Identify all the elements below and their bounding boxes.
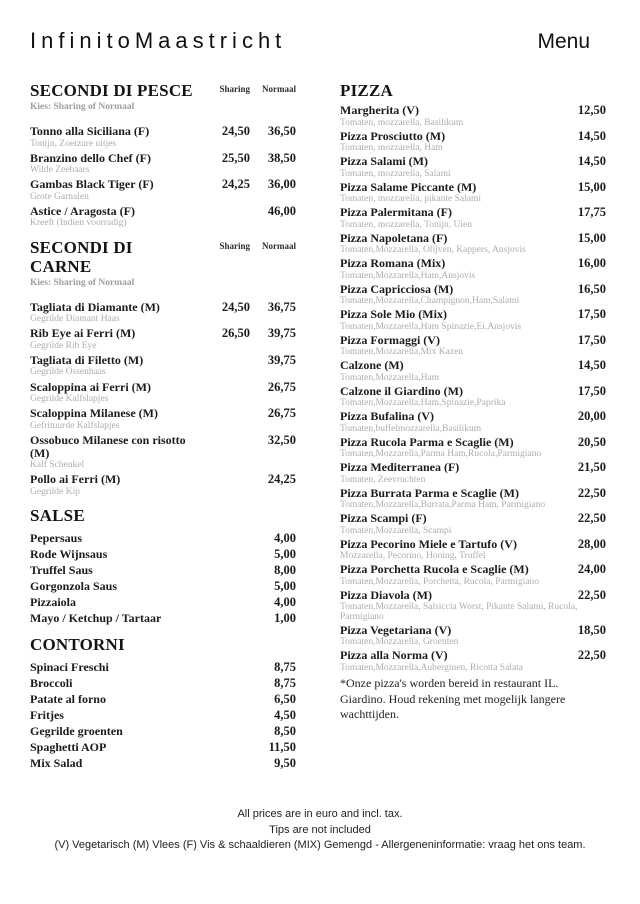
item-price: 8,50 xyxy=(274,724,296,739)
item-name: Pizza Palermitana (F) xyxy=(340,205,452,219)
menu-item-row xyxy=(30,178,296,202)
item-description: Tomaten,Mozzarella, Scampi xyxy=(340,525,452,536)
item-name: Astice / Aragosta (F) xyxy=(30,203,135,218)
menu-item-main xyxy=(340,538,606,551)
item-price: 24,00 xyxy=(577,562,606,576)
item-name: Pizza Formaggi (V) xyxy=(340,332,440,347)
menu-item-main xyxy=(340,487,606,500)
item-price-sharing: 25,50 xyxy=(221,150,250,165)
item-price-normaal: 36,75 xyxy=(267,299,296,314)
menu-item-row xyxy=(340,104,606,128)
menu-item-row xyxy=(30,381,296,405)
item-price-sharing xyxy=(198,473,250,497)
menu-item-main xyxy=(30,125,198,149)
item-price: 16,50 xyxy=(577,281,606,296)
menu-item-row xyxy=(340,538,606,562)
item-name: Pizza alla Norma (V) xyxy=(340,648,448,662)
item-price-sharing xyxy=(198,205,250,229)
left-column xyxy=(30,81,296,780)
item-name: Tonno alla Siciliana (F) xyxy=(30,124,150,138)
menu-item-row xyxy=(340,589,606,623)
menu-item-main xyxy=(340,232,606,245)
menu-item-main xyxy=(340,155,606,168)
item-price: 6,50 xyxy=(274,692,296,707)
footer-line-prices: All prices are in euro and incl. tax. xyxy=(237,808,403,820)
menu-item-row xyxy=(30,739,296,755)
menu-item-row xyxy=(30,434,296,471)
item-price-normaal: 39,75 xyxy=(267,352,296,367)
item-price: 20,50 xyxy=(577,434,606,449)
section-head xyxy=(30,506,296,530)
item-price-sharing xyxy=(198,354,250,378)
item-price: 8,75 xyxy=(274,676,296,691)
menu-item-row xyxy=(30,354,296,378)
item-price: 1,00 xyxy=(274,611,296,626)
pizza-items xyxy=(340,104,606,673)
menu-item-main xyxy=(340,461,606,474)
menu-item-main xyxy=(30,301,198,325)
menu-item-main xyxy=(340,385,606,398)
menu-item-row xyxy=(340,385,606,409)
item-name: Rib Eye ai Ferri (M) xyxy=(30,326,136,341)
item-name: Ossobuco Milanese con risotto (M) xyxy=(30,432,186,460)
menu-item-main xyxy=(30,178,198,202)
item-description: Tomaten, mozzarella, pikante Salami xyxy=(340,194,481,204)
item-price: 16,00 xyxy=(577,256,606,270)
menu-item-row xyxy=(30,578,296,594)
item-description: Tomaten, mozzarella, Tonijn, Uien xyxy=(340,219,472,230)
item-name: Pizza Vegetariana (V) xyxy=(340,622,452,637)
item-price-sharing xyxy=(198,407,250,431)
item-name: Pollo ai Ferri (M) xyxy=(30,472,121,487)
item-price: 17,50 xyxy=(577,307,606,321)
item-name: Pizza Pecorino Miele e Tartufo (V) xyxy=(340,536,517,551)
item-price-sharing: 24,25 xyxy=(221,177,250,192)
section-head xyxy=(30,81,296,100)
item-price: 8,00 xyxy=(274,563,296,578)
menu-item-row xyxy=(30,610,296,626)
item-price: 20,00 xyxy=(577,409,606,423)
menu-item-row xyxy=(30,327,296,351)
item-name: Tagliata di Filetto (M) xyxy=(30,352,144,367)
item-name: Truffel Saus xyxy=(30,563,93,578)
item-name: Pizza Prosciutto (M) xyxy=(340,128,446,143)
item-description: Tomaten,Mozzarella, Olijven, Kappers, Ansjovis xyxy=(340,245,526,255)
item-price: 14,50 xyxy=(577,154,606,168)
item-description: Gegrilde Rib Eye xyxy=(30,340,97,351)
menu-item-main xyxy=(340,334,606,347)
item-name: Scaloppina ai Ferri (M) xyxy=(30,379,151,394)
menu-section xyxy=(30,238,296,498)
menu-item-main xyxy=(30,354,198,378)
section-title: PIZZA xyxy=(340,81,393,100)
item-description: Tomaten,Mozzarella,Ham,Ansjovis xyxy=(340,270,476,281)
item-price: 17,50 xyxy=(577,383,606,398)
section-subtitle: Kies: Sharing of Normaal xyxy=(30,102,135,112)
item-price: 4,50 xyxy=(274,708,296,723)
item-price: 11,50 xyxy=(268,740,296,755)
item-price: 21,50 xyxy=(577,460,606,474)
menu-item-main xyxy=(340,359,606,372)
item-name: Spaghetti AOP xyxy=(30,740,107,755)
menu-item-row xyxy=(30,152,296,176)
menu-item-row xyxy=(340,359,606,383)
page-header xyxy=(0,0,640,54)
menu-item-row xyxy=(30,546,296,562)
item-price: 15,00 xyxy=(577,230,606,245)
item-name: Branzino dello Chef (F) xyxy=(30,150,151,165)
menu-item-row xyxy=(340,334,606,358)
item-description: Tomaten, mozzarella, Ham xyxy=(340,143,443,153)
column-header-sharing: Sharing xyxy=(219,84,250,94)
item-name: Pizza Scampi (F) xyxy=(340,511,427,525)
item-name: Spinaci Freschi xyxy=(30,660,109,675)
menu-item-row xyxy=(30,659,296,675)
item-description: Tonijn, Zoetzure uitjes xyxy=(30,138,117,149)
item-price-normaal: 26,75 xyxy=(267,406,296,421)
menu-item-row xyxy=(30,562,296,578)
item-price: 14,50 xyxy=(577,358,606,372)
item-price: 17,50 xyxy=(577,332,606,347)
item-name: Pizza Porchetta Rucola e Scaglie (M) xyxy=(340,562,529,576)
menu-item-main xyxy=(340,649,606,662)
page-footer xyxy=(0,807,640,854)
item-price-sharing: 26,50 xyxy=(221,326,250,341)
item-price-normaal: 36,50 xyxy=(267,124,296,138)
item-description: Wilde Zeebaars xyxy=(30,165,90,176)
item-name: Mix Salad xyxy=(30,756,83,771)
menu-item-row xyxy=(30,691,296,707)
menu-item-main xyxy=(340,104,606,117)
menu-item-main xyxy=(30,434,198,471)
item-name: Gambas Black Tiger (F) xyxy=(30,177,154,192)
menu-item-main xyxy=(30,407,198,431)
item-description: Gegrilde Ossenhaas xyxy=(30,367,106,378)
menu-item-row xyxy=(340,232,606,256)
item-price: 15,00 xyxy=(577,179,606,194)
menu-item-main xyxy=(340,308,606,321)
menu-item-main xyxy=(340,589,606,602)
pizza-column xyxy=(340,81,606,780)
menu-item-main xyxy=(340,130,606,143)
item-description: Tomaten,Mozzarella,Ham xyxy=(340,372,440,383)
menu-section xyxy=(30,81,296,229)
menu-item-row xyxy=(340,206,606,230)
menu-item-row xyxy=(30,407,296,431)
menu-item-main xyxy=(340,512,606,525)
menu-item-row xyxy=(30,205,296,229)
item-name: Pizza Romana (Mix) xyxy=(340,256,446,270)
item-price-normaal: 32,50 xyxy=(267,432,296,447)
menu-item-main xyxy=(30,205,198,229)
menu-item-row xyxy=(30,473,296,497)
menu-item-row xyxy=(340,155,606,179)
section-title: SECONDI DI CARNE xyxy=(30,237,133,276)
section-title: SALSE xyxy=(30,506,85,526)
item-price: 5,00 xyxy=(274,579,296,594)
item-description: Tomaten,Mozzarella,Champignon,Ham,Salami xyxy=(340,296,520,306)
menu-item-row xyxy=(30,675,296,691)
menu-item-row xyxy=(340,257,606,281)
item-price-sharing xyxy=(198,434,250,471)
item-price-normaal: 26,75 xyxy=(267,379,296,394)
section-head xyxy=(30,635,296,659)
item-description: Kreeft (Indien voorradig) xyxy=(30,218,127,229)
item-price: 17,75 xyxy=(577,205,606,219)
menu-item-row xyxy=(340,181,606,205)
item-name: Pizza Capricciosa (M) xyxy=(340,281,454,296)
menu-item-row xyxy=(340,649,606,673)
footer-line-legend: (V) Vegetarisch (M) Vlees (F) Vis & schaaldieren (MIX) Gemengd - Allergeneninformatie: vraag het ons team. xyxy=(54,839,586,851)
menu-item-row xyxy=(340,461,606,485)
item-price-sharing: 24,50 xyxy=(221,124,250,138)
item-price: 4,00 xyxy=(274,595,296,610)
item-name: Tagliata di Diamante (M) xyxy=(30,299,160,314)
item-description: Grote Garnalen xyxy=(30,191,89,202)
menu-item-row xyxy=(30,707,296,723)
menu-item-row xyxy=(340,410,606,434)
item-description: Tomaten,Mozzarella, Porchetta, Rucola, Parmigiano xyxy=(340,576,540,587)
menu-item-row xyxy=(340,624,606,648)
item-description: Tomaten,Mozzarella,Parma Ham,Rucola,Parmigiano xyxy=(340,449,542,459)
item-description: Tomaten, mozzarella, Salami xyxy=(340,168,451,179)
item-name: Calzone il Giardino (M) xyxy=(340,383,463,398)
section-subtitle: Kies: Sharing of Normaal xyxy=(30,277,135,288)
item-price: 14,50 xyxy=(577,128,606,143)
item-name: Fritjes xyxy=(30,708,64,723)
item-name: Pizza Rucola Parma e Scaglie (M) xyxy=(340,434,514,449)
item-price: 22,50 xyxy=(577,511,606,525)
menu-item-row xyxy=(340,130,606,154)
item-name: Broccoli xyxy=(30,676,73,691)
menu-item-row xyxy=(340,487,606,511)
item-price: 12,50 xyxy=(577,103,606,117)
menu-item-row xyxy=(30,594,296,610)
item-description: Mozzarella, Pecorino, Honing, Truffel xyxy=(340,551,486,561)
item-price: 28,00 xyxy=(577,536,606,551)
item-price: 22,50 xyxy=(577,648,606,662)
menu-item-main xyxy=(30,327,198,351)
item-name: Pepersaus xyxy=(30,531,82,546)
item-description: Gefrituurde Kalfslapjes xyxy=(30,420,120,431)
item-name: Pizza Salame Piccante (M) xyxy=(340,179,477,194)
item-name: Scaloppina Milanese (M) xyxy=(30,406,158,421)
menu-item-main xyxy=(340,563,606,576)
item-name: Pizza Napoletana (F) xyxy=(340,230,448,245)
item-description: Tomaten,Mozzarella, Salsiccia Worst, Pikante Salami, Rucola, Parmigiano xyxy=(340,602,578,622)
section-title: CONTORNI xyxy=(30,635,125,655)
item-description: Tomaten,Mozzarella,Mix Kazen xyxy=(340,347,464,357)
item-price: 8,75 xyxy=(274,660,296,675)
item-name: Pizza Burrata Parma e Scaglie (M) xyxy=(340,485,519,500)
item-description: Tomaten,Mozzarella,Burrata,Parma Ham, Parmigiano xyxy=(340,500,546,510)
item-name: Pizza Diavola (M) xyxy=(340,587,432,602)
menu-item-main xyxy=(340,436,606,449)
item-description: Tomaten, Zeevruchten xyxy=(340,474,426,485)
menu-item-main xyxy=(340,206,606,219)
item-price: 5,00 xyxy=(274,547,296,562)
brand-logo[interactable]: InfinitoMaastricht xyxy=(30,28,287,53)
menu-item-main xyxy=(340,624,606,637)
menu-item-main xyxy=(340,257,606,270)
item-name: Pizza Bufalina (V) xyxy=(340,409,434,423)
item-name: Patate al forno xyxy=(30,692,106,707)
item-price: 22,50 xyxy=(577,587,606,602)
menu-item-main xyxy=(30,473,198,497)
menu-item-row xyxy=(30,125,296,149)
item-description: Kalf Schenkel xyxy=(30,460,85,471)
menu-item-row xyxy=(30,755,296,771)
item-price-normaal: 24,25 xyxy=(267,472,296,487)
item-description: Tomaten,Mozzarella,Ham,Spinazie,Paprika xyxy=(340,398,506,408)
menu-section xyxy=(30,506,296,626)
item-price: 4,00 xyxy=(274,531,296,546)
item-price-normaal: 36,00 xyxy=(267,177,296,192)
item-name: Pizza Mediterranea (F) xyxy=(340,460,460,474)
column-header-normaal: Normaal xyxy=(262,240,296,251)
item-name: Gorgonzola Saus xyxy=(30,579,118,594)
item-description: Gegrilde Diamant Haas xyxy=(30,314,120,325)
item-price-sharing: 24,50 xyxy=(221,299,250,314)
nav-menu-link[interactable]: Menu xyxy=(537,30,590,53)
menu-item-main xyxy=(340,283,606,296)
item-price: 22,50 xyxy=(577,485,606,500)
menu-item-row xyxy=(30,530,296,546)
footer-line-tips: Tips are not included xyxy=(269,823,371,836)
item-name: Gegrilde groenten xyxy=(30,724,123,739)
menu-item-main xyxy=(340,181,606,194)
item-price-normaal: 39,75 xyxy=(267,326,296,341)
item-description: Gegrilde Kalfslapjes xyxy=(30,394,109,405)
menu-columns xyxy=(30,81,640,780)
menu-item-row xyxy=(340,563,606,587)
column-header-normaal: Normaal xyxy=(262,84,296,94)
item-price: 18,50 xyxy=(577,622,606,637)
menu-item-row xyxy=(30,723,296,739)
menu-item-row xyxy=(340,308,606,332)
item-description: Tomaten,Mozzarella,Auberginen, Ricotta Salata xyxy=(340,662,524,673)
item-name: Calzone (M) xyxy=(340,358,404,372)
item-name: Pizzaiola xyxy=(30,595,76,610)
menu-item-row xyxy=(340,512,606,536)
item-price: 9,50 xyxy=(274,756,296,771)
item-price-sharing xyxy=(198,381,250,405)
menu-item-main xyxy=(30,381,198,405)
item-description: Gegrilde Kip xyxy=(30,486,80,497)
item-price-normaal: 46,00 xyxy=(267,203,296,218)
item-description: Tomaten,buffelmozzarella,Basilikum xyxy=(340,423,482,434)
item-name: Mayo / Ketchup / Tartaar xyxy=(30,611,162,626)
column-header-sharing: Sharing xyxy=(219,240,250,251)
section-head xyxy=(30,238,296,276)
menu-section xyxy=(30,635,296,771)
item-name: Pizza Sole Mio (Mix) xyxy=(340,307,447,321)
item-description: Tomaten,Mozzarella, Groenten xyxy=(340,637,459,647)
pizza-footnote: *Onze pizza's worden bereid in restaurant IL. Giardino. Houd rekening met mogelijk langere wachttijden. xyxy=(340,676,566,721)
item-price-normaal: 38,50 xyxy=(267,150,296,165)
menu-item-main xyxy=(30,152,198,176)
menu-section-pizza xyxy=(340,81,606,723)
menu-item-row xyxy=(340,436,606,460)
item-name: Pizza Salami (M) xyxy=(340,154,428,168)
item-description: Tomaten,Mozzarella,Ham Spinazie,Ei,Ansjovis xyxy=(340,321,522,332)
item-name: Margherita (V) xyxy=(340,103,419,117)
menu-item-row xyxy=(30,301,296,325)
menu-item-main xyxy=(340,410,606,423)
section-title: SECONDI DI PESCE xyxy=(30,81,193,100)
item-name: Rode Wijnsaus xyxy=(30,547,108,562)
item-description: Tomaten, mozzarella, Basilikum xyxy=(340,117,464,128)
menu-item-row xyxy=(340,283,606,307)
